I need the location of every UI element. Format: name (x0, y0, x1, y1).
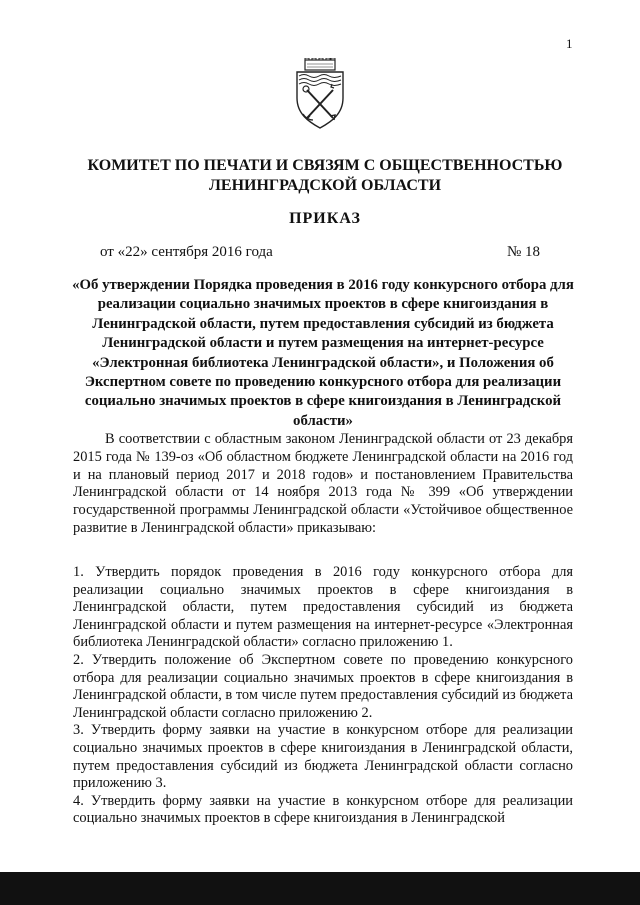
scanner-edge-strip (0, 872, 640, 905)
leningrad-oblast-coat-of-arms-icon (293, 58, 347, 130)
order-item-3: 3. Утвердить форму заявки на участие в конкурсном отборе для реализации социально значимых проектов в сфере книгоиздания в Ленинградской области, путем предоставления субсидий из бюджета Ленинградской области согласно приложению 3. (73, 722, 573, 792)
order-subject: «Об утверждении Порядка проведения в 2016 году конкурсного отбора для реализации социально значимых проектов в сфере книгоиздания в Ленинградской области, путем предоставления субсидий из бюджета Ленинградской области и путем размещения на интернет-ресурсе «Электронная библиотека Ленинградской области», и Положения об Экспертном совете по проведению конкурсного отбора для реализации социально значимых проектов в сфере книгоиздания в Ленинградской области» (72, 277, 574, 429)
order-item-4: 4. Утвердить форму заявки на участие в конкурсном отборе для реализации социально значимых проектов в сфере книгоиздания в Ленинградской (73, 792, 573, 827)
committee-name (60, 156, 590, 196)
page-number: 1 (566, 36, 573, 51)
order-items (73, 564, 573, 828)
document-number: № 18 (507, 244, 541, 260)
order-item-2: 2. Утвердить положение об Экспертном совете по проведению конкурсного отбора для реализации социально значимых проектов в сфере книгоиздания в Ленинградской области, в том числе путем предоставления субсидий из бюджета Ленинградской области согласно приложению 2. (73, 651, 573, 721)
committee-line-1: КОМИТЕТ ПО ПЕЧАТИ И СВЯЗЯМ С ОБЩЕСТВЕННОСТЬЮ (87, 157, 563, 174)
order-item-1: 1. Утвердить порядок проведения в 2016 году конкурсного отбора для реализации социально значимых проектов в сфере книгоиздания в Ленинградской области, путем предоставления субсидий из бюджета Ленинградской области и путем размещения на интернет-ресурсе «Электронная библиотека Ленинградской области» согласно приложению 1. (73, 564, 573, 651)
document-type: ПРИКАЗ (289, 210, 361, 227)
preamble-paragraph (73, 431, 573, 538)
preamble-text: В соответствии с областным законом Ленинградской области от 23 декабря 2015 года № 139-оз «Об областном бюджете Ленинградской области на 2016 год и на плановый период 2017 и 2018 годов» и постановлением Правительства Ленинградской области от 14 ноября 2013 года № 399 «Об утверждении государственной программы Ленинградской области «Устойчивое общественное развитие в Ленинградской области» приказываю: (73, 431, 573, 536)
document-date: от «22» сентября 2016 года (100, 244, 273, 260)
committee-line-2: ЛЕНИНГРАДСКОЙ ОБЛАСТИ (208, 177, 442, 194)
